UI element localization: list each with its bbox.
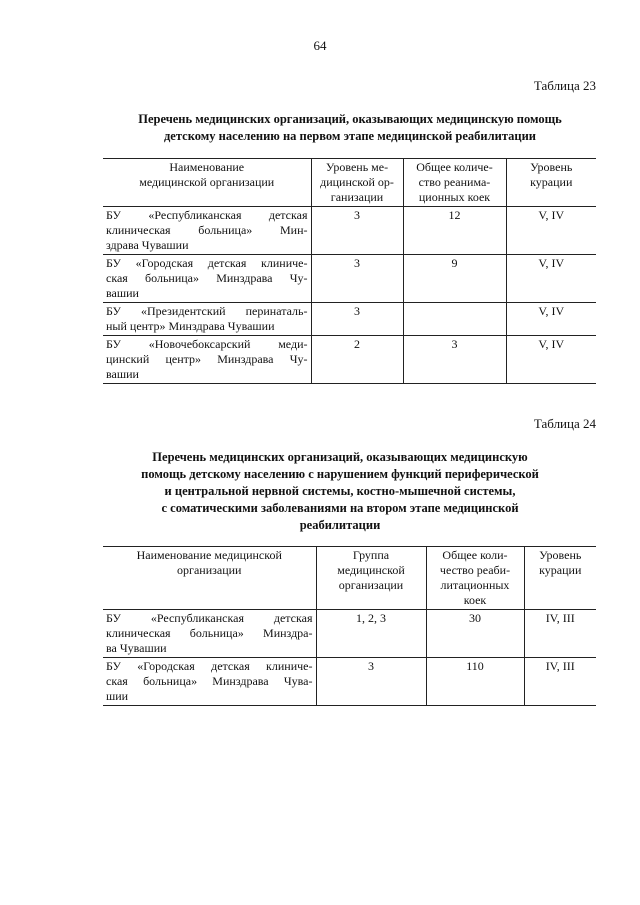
curation-cell: IV, III	[524, 658, 596, 706]
curation-cell: V, IV	[506, 255, 596, 303]
beds-cell: 30	[426, 610, 524, 658]
header-line: организации	[338, 578, 404, 592]
curation-cell: IV, III	[524, 610, 596, 658]
header-line: медицинской организации	[139, 175, 275, 189]
beds-cell: 9	[403, 255, 506, 303]
org-name-cell	[103, 610, 316, 658]
org-name-line: ская больница» Минздрава Чува-	[106, 674, 313, 688]
org-name-line: вашии	[106, 286, 139, 300]
header-line: Уровень	[539, 548, 582, 562]
group-cell: 3	[316, 658, 426, 706]
org-name-line: цинский центр» Минздрава Чу-	[106, 352, 308, 366]
group-cell: 1, 2, 3	[316, 610, 426, 658]
table-row	[103, 336, 596, 384]
header-line: Наименование медицинской	[136, 548, 282, 562]
curation-cell: V, IV	[506, 336, 596, 384]
org-name-line: БУ «Новочебоксарский меди-	[106, 337, 308, 351]
col-header-beds	[426, 547, 524, 610]
org-name-cell	[103, 255, 311, 303]
org-name-cell	[103, 207, 311, 255]
header-line: курации	[539, 563, 582, 577]
org-name-line: БУ «Городская детская клиниче-	[106, 659, 313, 673]
org-name-line: шии	[106, 689, 129, 703]
level-cell: 2	[311, 336, 403, 384]
org-name-line: клиническая больница» Мин-	[106, 223, 308, 237]
beds-cell: 12	[403, 207, 506, 255]
table-24	[103, 546, 596, 706]
org-name-line: ный центр» Минздрава Чувашии	[106, 319, 275, 333]
header-line: Общее коли-	[442, 548, 508, 562]
header-line: Группа	[352, 548, 390, 562]
col-header-level	[311, 159, 403, 207]
header-line: коек	[463, 593, 487, 607]
curation-cell: V, IV	[506, 303, 596, 336]
caption-line: реабилитации	[299, 518, 381, 532]
col-header-beds	[403, 159, 506, 207]
page-number: 64	[313, 38, 327, 53]
table-23-label: Таблица 23	[533, 78, 596, 93]
header-line: ганизации	[330, 190, 384, 204]
col-header-curation	[506, 159, 596, 207]
col-header-name	[103, 159, 311, 207]
org-name-line: ская больница» Минздрава Чу-	[106, 271, 308, 285]
table-24-label: Таблица 24	[533, 416, 596, 431]
header-line: литационных	[440, 578, 510, 592]
caption-line: Перечень медицинских организаций, оказывающих медицинскую помощь	[138, 112, 562, 126]
header-line: Уровень ме-	[325, 160, 389, 174]
org-name-line: здрава Чувашии	[106, 238, 189, 252]
table-row	[103, 610, 596, 658]
org-name-line: БУ «Республиканская детская	[106, 208, 308, 222]
col-header-name	[103, 547, 316, 610]
level-cell: 3	[311, 207, 403, 255]
org-name-line: БУ «Республиканская детская	[106, 611, 313, 625]
org-name-line: БУ «Президентский перинаталь-	[106, 304, 308, 318]
org-name-line: БУ «Городская детская клиниче-	[106, 256, 308, 270]
caption-line: Перечень медицинских организаций, оказывающих медицинскую	[152, 450, 528, 464]
header-line: ство реанима-	[418, 175, 491, 189]
beds-cell: 110	[426, 658, 524, 706]
org-name-line: вашии	[106, 367, 139, 381]
table-row	[103, 303, 596, 336]
caption-line: помощь детскому населению с нарушением функций периферической	[141, 467, 539, 481]
header-line: Уровень	[530, 160, 573, 174]
caption-line: детскому населению на первом этапе медицинской реабилитации	[163, 129, 536, 143]
table-row	[103, 207, 596, 255]
level-cell: 3	[311, 255, 403, 303]
col-header-group	[316, 547, 426, 610]
table-row	[103, 658, 596, 706]
table-header-row	[103, 547, 596, 610]
header-line: медицинской	[337, 563, 405, 577]
header-line: курации	[530, 175, 573, 189]
table-23	[103, 158, 596, 384]
org-name-cell	[103, 303, 311, 336]
header-line: дицинской ор-	[320, 175, 394, 189]
curation-cell: V, IV	[506, 207, 596, 255]
header-line: чество реаби-	[439, 563, 511, 577]
table-24-caption	[40, 449, 640, 534]
beds-cell	[403, 303, 506, 336]
org-name-line: клиническая больница» Минздра-	[106, 626, 313, 640]
col-header-curation	[524, 547, 596, 610]
header-line: организации	[177, 563, 242, 577]
table-23-caption	[60, 111, 640, 145]
org-name-line: ва Чувашии	[106, 641, 167, 655]
beds-cell: 3	[403, 336, 506, 384]
org-name-cell	[103, 658, 316, 706]
caption-line: с соматическими заболеваниями на втором этапе медицинской	[161, 501, 519, 515]
caption-line: и центральной нервной системы, костно-мышечной системы,	[164, 484, 516, 498]
header-line: Наименование	[169, 160, 245, 174]
level-cell: 3	[311, 303, 403, 336]
header-line: Общее количе-	[416, 160, 493, 174]
header-line: ционных коек	[418, 190, 491, 204]
table-row	[103, 255, 596, 303]
table-header-row	[103, 159, 596, 207]
org-name-cell	[103, 336, 311, 384]
